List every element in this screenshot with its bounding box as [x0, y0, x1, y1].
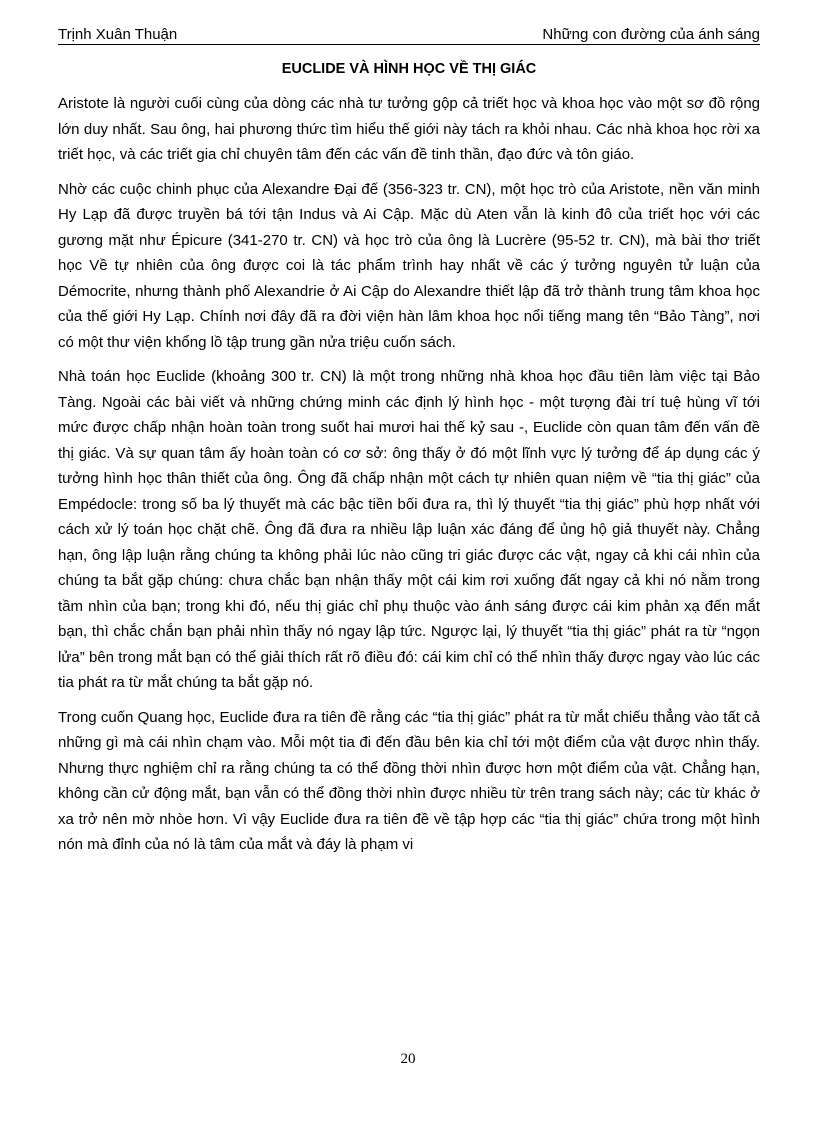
page-number: 20: [400, 1051, 416, 1067]
paragraph: Nhờ các cuộc chinh phục của Alexandre Đại đế (356-323 tr. CN), một học trò của Aristote, nền văn minh Hy Lạp đã được truyền bá tới tận Indus và Ai Cập. Mặc dù Aten vẫn là kinh đô của triết học với các gương mặt như Épicure (341-270 tr. CN) và học trò của ông là Lucrère (95-52 tr. CN), mà bài thơ triết học Về tự nhiên của ông được coi là tác phẩm trình hay nhất về các ý tưởng nguyên tử luận của Démocrite, nhưng thành phố Alexandrie ở Ai Cập do Alexandre thiết lập đã trở thành trung tâm khoa học của thế giới Hy Lạp. Chính nơi đây đã ra đời viện hàn lâm khoa học nổi tiếng mang tên “Bảo Tàng”, nơi có một thư viện khổng lồ tập trung gần nửa triệu cuốn sách.: [58, 180, 760, 351]
body-text: [58, 91, 760, 867]
header-book-title: Những con đường của ánh sáng: [542, 26, 760, 43]
header-author: Trịnh Xuân Thuận: [58, 26, 178, 43]
paragraph: Trong cuốn Quang học, Euclide đưa ra tiên đề rằng các “tia thị giác” phát ra từ mắt chiếu thẳng vào tất cả những gì mà cái nhìn chạm vào. Mỗi một tia đi đến đầu bên kia chỉ tới một điểm của vật được nhìn thấy. Nhưng thực nghiệm chỉ ra rằng chúng ta có thể đồng thời nhìn được hơn một điểm của vật. Chẳng hạn, không cần cử động mắt, bạn vẫn có thể đồng thời nhìn được nhiều từ trên trang sách này; các từ khác ở xa trở nên mờ nhòe hơn. Vì vậy Euclide đưa ra tiên đề về tập hợp các “tia thị giác” chứa trong một hình nón mà đỉnh của nó là tâm của mắt và đáy là phạm vi: [58, 708, 760, 853]
running-header: [58, 24, 760, 45]
paragraph: Aristote là người cuối cùng của dòng các nhà tư tưởng gộp cả triết học và khoa học vào một sơ đồ rộng lớn duy nhất. Sau ông, hai phương thức tìm hiểu thế giới này tách ra khỏi nhau. Các nhà khoa học rời xa triết học, và các triết gia chỉ chuyên tâm đến các vấn đề tinh thần, đạo đức và tôn giáo.: [58, 95, 760, 163]
chapter-title: EUCLIDE VÀ HÌNH HỌC VỀ THỊ GIÁC: [281, 61, 537, 77]
paragraph: Nhà toán học Euclide (khoảng 300 tr. CN) là một trong những nhà khoa học đầu tiên làm việc tại Bảo Tàng. Ngoài các bài viết và những chứng minh các định lý hình học - một tượng đài trí tuệ hùng vĩ tới mức được chấp nhận hoàn toàn trong suốt hai mươi hai thế kỷ sau -, Euclide còn quan tâm đến vấn đề thị giác. Và sự quan tâm ấy hoàn toàn có cơ sở: ông thấy ở đó một lĩnh vực lý tưởng để áp dụng các ý tưởng hình học thân thiết của ông. Ông đã chấp nhận một cách tự nhiên quan niệm về “tia thị giác” của Empédocle: trong số ba lý thuyết mà các bậc tiền bối đưa ra, thì lý thuyết “tia thị giác” phù hợp nhất với cách xử lý toán học chặt chẽ. Ông đã đưa ra nhiều lập luận xác đáng để ủng hộ giả thuyết này. Chẳng hạn, ông lập luận rằng chúng ta không phải lúc nào cũng tri giác được các vật, ngay cả khi cái nhìn của chúng ta bắt gặp chúng: chưa chắc bạn nhận thấy một cái kim rơi xuống đất ngay cả khi nó nằm trong tầm nhìn của bạn; trong khi đó, nếu thị giác chỉ phụ thuộc vào ánh sáng được cái kim phản xạ đến mắt bạn, thì chắc chắn bạn phải nhìn thấy nó ngay lập tức. Ngược lại, lý thuyết “tia thị giác” phát ra từ “ngọn lửa” bên trong mắt bạn có thể giải thích rất rõ điều đó: cái kim chỉ có thể nhìn thấy được ngay vào lúc các tia phát ra từ mắt chúng ta bắt gặp nó.: [58, 368, 760, 691]
